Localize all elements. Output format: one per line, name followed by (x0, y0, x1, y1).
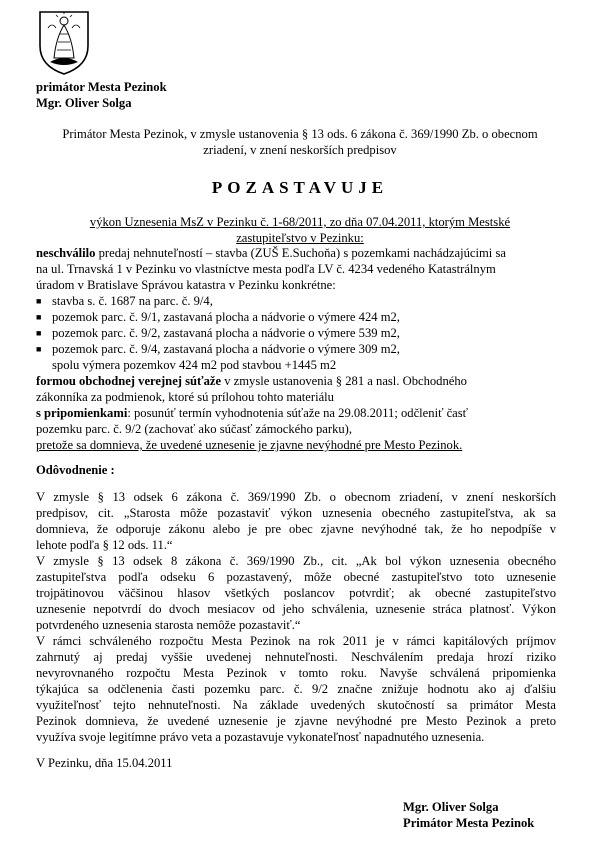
bullet-icon: ■ (36, 344, 42, 354)
signature-role: Primátor Mesta Pezinok (403, 816, 535, 830)
intro-line-1: Primátor Mesta Pezinok, v zmysle ustanovenia § 13 ods. 6 zákona č. 369/1990 Zb. o obecnom (62, 127, 538, 141)
form-line-2: zákonníka za podmienok, ktoré sú prílohou tohto materiálu (36, 390, 334, 404)
justification-line: uznesenie nepotvrdí do dvoch mesiacov od jeho schválenia, uznesenie stráca platnosť. Výkon (36, 602, 556, 616)
justification-line: lehote podľa § 12 ods. 11.“ (36, 538, 173, 552)
form-line-1: formou obchodnej verejnej súťaže v zmysle ustanovenia § 281 a nasl. Obchodného (36, 374, 467, 388)
subject-line-2: zastupiteľstvo v Pezinku: (236, 231, 364, 245)
page-title: POZASTAVUJE (211, 178, 389, 197)
city-coat-of-arms-icon (36, 8, 92, 76)
reason-line: pretože sa domnieva, že uvedené uznesenie je zjavne nevýhodné pre Mesto Pezinok. (36, 438, 463, 452)
intro-line-2: zriadení, v znení neskorších predpisov (203, 143, 397, 157)
justification-line: V rámci schváleného rozpočtu Mesta Pezinok na rok 2011 je v rámci kapitálových príjmov (36, 634, 556, 648)
justification-line: V zmysle § 13 odsek 8 zákona č. 369/1990 Zb., cit. „Ak bol výkon uznesenia obecného (36, 554, 556, 568)
justification-line: Pezinok domnieva, že uvedené uznesenie je zjavne nevýhodné pre Mesto Pezinok a preto (36, 714, 556, 728)
list-item: pozemok parc. č. 9/1, zastavaná plocha a nádvorie o výmere 424 m2, (52, 310, 400, 324)
body1-line-3: úradom v Bratislave Správou katastra v Pezinku konkrétne: (36, 278, 336, 292)
justification-line: týkajúca sa odčlenenia časti pozemku parc. č. 9/2 značne znižuje hodnotu ako aj ďalšiu (36, 682, 556, 696)
justification-line: potvrdeného uznesenia starosta nemôže pozastaviť.“ (36, 618, 301, 632)
list-item: pozemok parc. č. 9/4, zastavaná plocha a nádvorie o výmere 309 m2, (52, 342, 400, 356)
bullet-icon: ■ (36, 296, 42, 306)
bullet-icon: ■ (36, 328, 42, 338)
remarks-line-1: s pripomienkami: posunúť termín vyhodnotenia súťaže na 29.08.2011; odčleniť časť (36, 406, 469, 420)
header-name: Mgr. Oliver Solga (36, 96, 132, 110)
justification-heading: Odôvodnenie : (36, 463, 115, 477)
subject-line-1: výkon Uznesenia MsZ v Pezinku č. 1-68/2011, zo dňa 07.04.2011, ktorým Mestské (89, 215, 511, 229)
remarks-label: s pripomienkami (36, 406, 128, 420)
justification-line: využíva svoje legitímne právo veta a pozastavuje vykonateľnosť napadnutého uznesenia. (36, 730, 485, 744)
list-item: pozemok parc. č. 9/2, zastavaná plocha a nádvorie o výmere 539 m2, (52, 326, 400, 340)
justification-line: zahrnutý aj predaj vyššie uvedenej nehnuteľnosti. Neschválením predaja hrozí riziko (36, 650, 556, 664)
bullet-icon: ■ (36, 312, 42, 322)
justification-line: využiteľnosť tejto nehnuteľnosti. Na základe uvedených skutočností sa primátor Mesta (36, 698, 556, 712)
list-item: stavba s. č. 1687 na parc. č. 9/4, (52, 294, 213, 308)
neschvalilo-label: neschválilo (36, 246, 96, 260)
body1-line-2: na ul. Trnavská 1 v Pezinku vo vlastníctve mesta podľa LV č. 4234 vedeného Katastrálnym (36, 262, 496, 276)
justification-line: predpisov, cit. „Starosta môže pozastaviť výkon uznesenia obecného zastupiteľstva, ak sa (36, 506, 556, 520)
items-total: spolu výmera pozemkov 424 m2 pod stavbou +1445 m2 (52, 358, 337, 372)
form-label: formou obchodnej verejnej súťaže (36, 374, 222, 388)
justification-line: V zmysle § 13 odsek 6 zákona č. 369/1990 Zb. o obecnom zriadení, v znení neskorších (36, 490, 556, 504)
justification-line: domnieva, že odporuje zákonu alebo je pre obec zjavne nevýhodné tak, že ho nepodpíše v (36, 522, 556, 536)
header-role: primátor Mesta Pezinok (36, 80, 167, 94)
remarks-line-2: pozemku parc. č. 9/2 (zachovať ako súčasť zámockého parku), (36, 422, 353, 436)
justification-line: nevyrovnaného rozpočtu Mesta Pezinok v tomto roku. Navyše schválená pripomienka (36, 666, 556, 680)
justification-line: zastupiteľstva podľa odseku 6 pozastavený, môže obecné zastupiteľstvo toto uznesenie (36, 570, 556, 584)
signature-name: Mgr. Oliver Solga (403, 800, 499, 814)
place-date: V Pezinku, dňa 15.04.2011 (36, 756, 173, 770)
justification-line: trojpätinovou väčšinou hlasov všetkých poslancov potvrdiť; ak obecné zastupiteľstvo (36, 586, 556, 600)
body1-line-1: neschválilo predaj nehnuteľností – stavba (ZUŠ E.Suchoňa) s pozemkami nachádzajúcimi sa (36, 246, 506, 260)
